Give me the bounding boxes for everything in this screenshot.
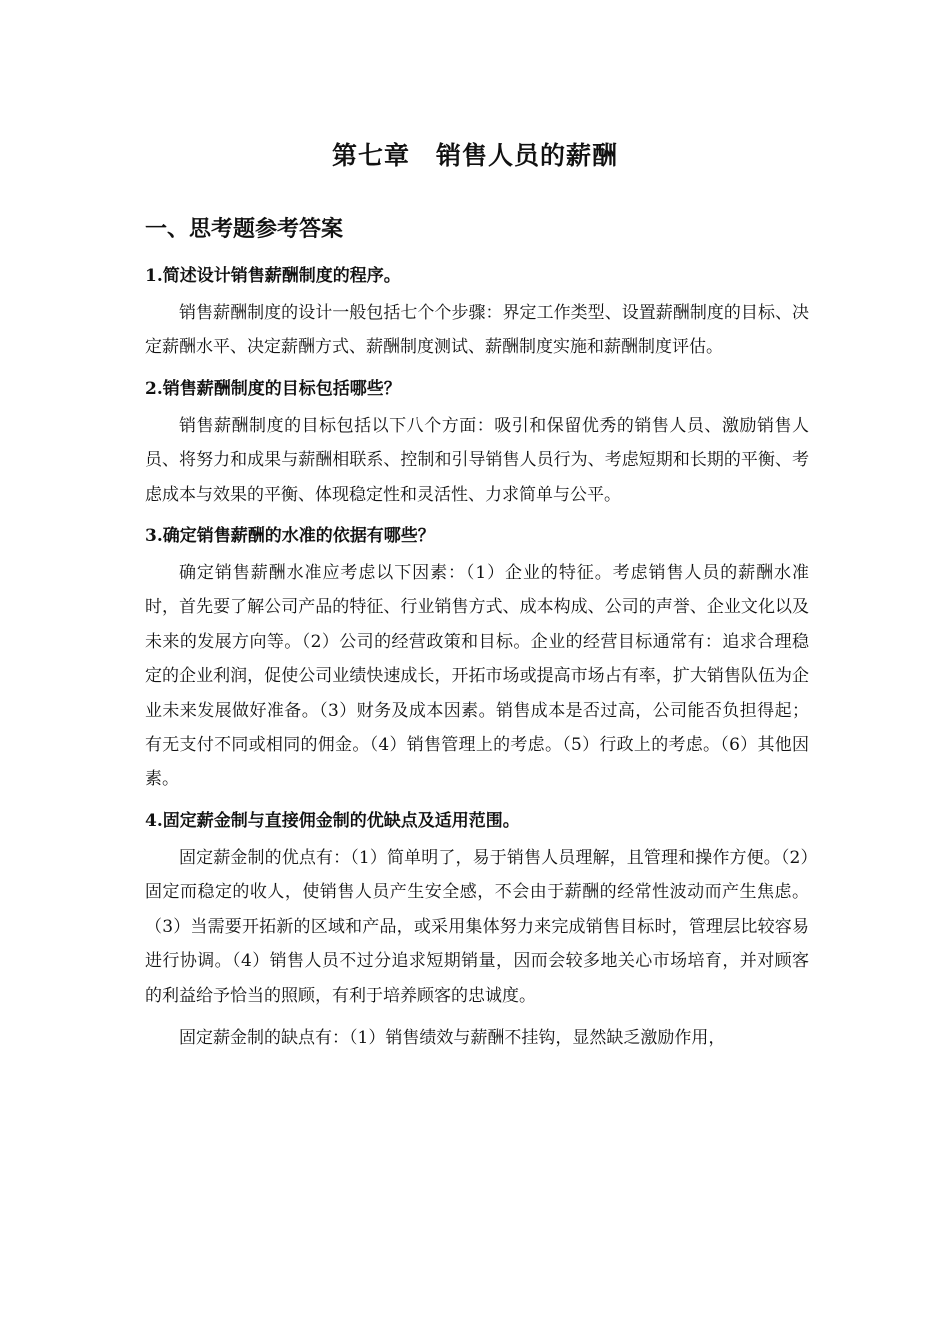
question-title: 2.销售薪酬制度的目标包括哪些？ xyxy=(145,378,401,399)
document-body xyxy=(145,262,809,1055)
question-block-3 xyxy=(145,522,809,797)
chapter-title: 第七章 销售人员的薪酬 xyxy=(331,141,618,170)
section-title: 一、思考题参考答案 xyxy=(145,216,344,242)
answer-paragraph: 销售薪酬制度的设计一般包括七个个步骤：界定工作类型、设置薪酬制度的目标、决定薪酬水平、决定薪酬方式、薪酬制度测试、薪酬制度实施和薪酬制度评估。 xyxy=(145,303,809,358)
answer-paragraph: 固定薪金制的缺点有：（1）销售绩效与薪酬不挂钩，显然缺乏激励作用， xyxy=(179,1027,726,1048)
question-block-2 xyxy=(145,375,809,512)
answer-paragraph: 销售薪酬制度的目标包括以下八个方面：吸引和保留优秀的销售人员、激励销售人员、将努力和成果与薪酬相联系、控制和引导销售人员行为、考虑短期和长期的平衡、考虑成本与效果的平衡、体现稳定性和灵活性、力求简单与公平。 xyxy=(145,415,809,505)
question-title: 4.固定薪金制与直接佣金制的优缺点及适用范围。 xyxy=(145,810,520,831)
question-block-4 xyxy=(145,807,809,1055)
question-block-1 xyxy=(145,262,809,365)
answer-paragraph: 确定销售薪酬水准应考虑以下因素：（1）企业的特征。考虑销售人员的薪酬水准时，首先要了解公司产品的特征、行业销售方式、成本构成、公司的声誉、企业文化以及未来的发展方向等。（2）公司的经营政策和目标。企业的经营目标通常有：追求合理稳定的企业利润，促使公司业绩快速成长，开拓市场或提高市场占有率，扩大销售队伍为企业未来发展做好准备。（3）财务及成本因素。销售成本是否过高，公司能否负担得起；有无支付不同或相同的佣金。（4）销售管理上的考虑。（5）行政上的考虑。（6）其他因素。 xyxy=(145,563,809,790)
question-title: 1.简述设计销售薪酬制度的程序。 xyxy=(145,266,401,286)
answer-paragraph: 固定薪金制的优点有：（1）简单明了，易于销售人员理解，且管理和操作方便。（2）固定而稳定的收人，使销售人员产生安全感，不会由于薪酬的经常性波动而产生焦虑。（3）当需要开拓新的区域和产品，或采用集体努力来完成销售目标时，管理层比较容易进行协调。（4）销售人员不过分追求短期销量，因而会较多地关心市场培育，并对顾客的利益给予恰当的照顾，有利于培养顾客的忠诚度。 xyxy=(145,847,809,1006)
question-title: 3.确定销售薪酬的水准的依据有哪些？ xyxy=(145,526,435,547)
